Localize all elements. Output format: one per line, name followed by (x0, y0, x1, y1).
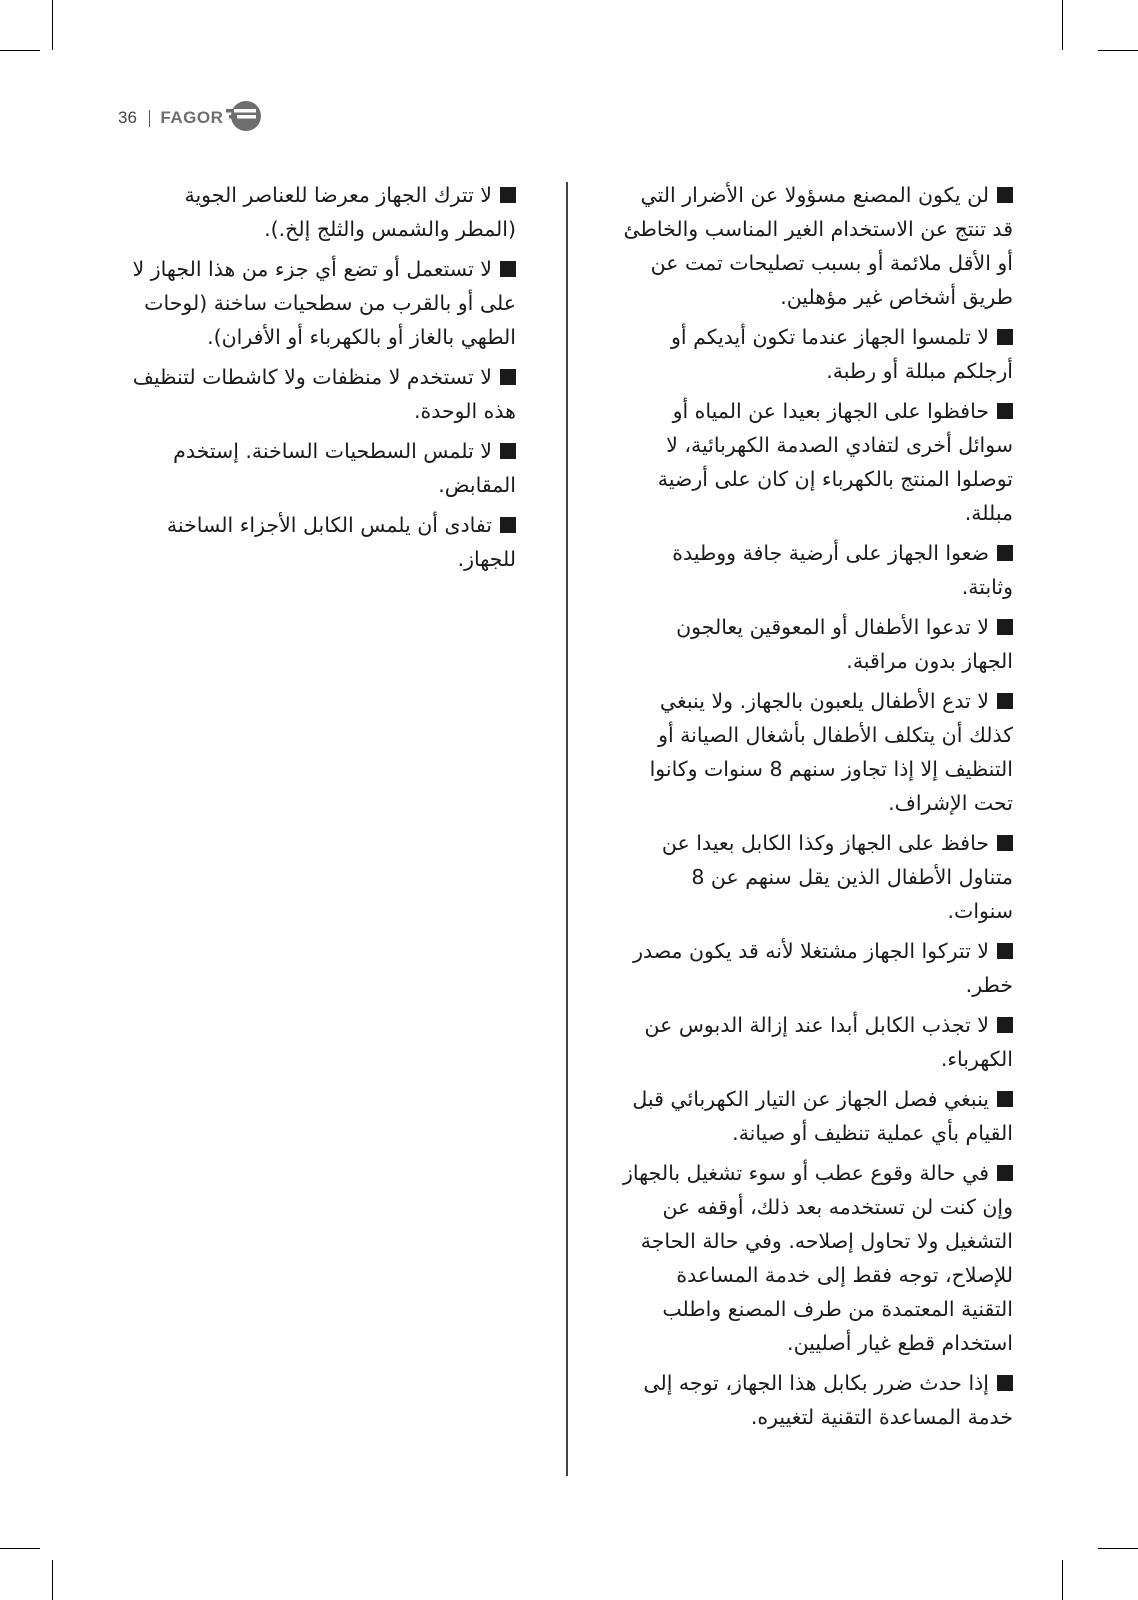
safety-item: لا تلمسوا الجهاز عندما تكون أيديكم أو أرجلكم مبللة أو رطبة. (671, 325, 1013, 383)
crop-mark (0, 50, 40, 51)
square-bullet-icon (997, 1017, 1013, 1033)
safety-item: لا تدع الأطفال يلعبون بالجهاز. ولا ينبغي كذلك أن يتكلف الأطفال بأشغال الصيانة أو التنظيف إلا إذا تجاوز سنهم 8 سنوات وكانوا تحت الإشراف. (649, 689, 1013, 815)
safety-item: لا تتركوا الجهاز مشتغلا لأنه قد يكون مصدر خطر. (633, 939, 1013, 997)
square-bullet-icon (500, 517, 516, 533)
safety-item: حافظوا على الجهاز بعيدا عن المياه أو سوائل أخرى لتفادي الصدمة الكهربائية، لا توصلوا المنتج بالكهرباء إن كان على أرضية مبللة. (657, 399, 1013, 525)
left-column (128, 178, 516, 582)
square-bullet-icon (997, 187, 1013, 203)
safety-item: لا تستخدم لا منظفات ولا كاشطات لتنظيف هذه الوحدة. (132, 365, 516, 423)
safety-item: تفادى أن يلمس الكابل الأجزاء الساخنة للجهاز. (166, 513, 516, 571)
square-bullet-icon (500, 187, 516, 203)
header-separator (149, 110, 151, 127)
crop-mark (52, 1560, 53, 1600)
page-number: 36 (118, 108, 137, 127)
safety-item: إذا حدث ضرر بكابل هذا الجهاز، توجه إلى خدمة المساعدة التقنية لتغييره. (643, 1371, 1013, 1429)
safety-item: لن يكون المصنع مسؤولا عن الأضرار التي قد تنتج عن الاستخدام الغير المناسب والخاطئ أو الأقل ملائمة أو بسبب تصليحات تمت عن طريق أشخاص غير مؤهلين. (623, 183, 1013, 309)
crop-mark (1062, 1560, 1063, 1600)
crop-mark (1098, 50, 1138, 51)
fagor-logo-icon (226, 100, 262, 136)
square-bullet-icon (997, 1165, 1013, 1181)
square-bullet-icon (500, 369, 516, 385)
square-bullet-icon (997, 1091, 1013, 1107)
square-bullet-icon (500, 443, 516, 459)
right-column (620, 178, 1013, 1440)
safety-item: حافظ على الجهاز وكذا الكابل بعيدا عن متناول الأطفال الذين يقل سنهم عن 8 سنوات. (661, 831, 1013, 923)
safety-item: لا تدعوا الأطفال أو المعوقين يعالجون الجهاز بدون مراقبة. (676, 615, 1013, 673)
crop-mark (52, 0, 53, 50)
brand-name: FAGOR (160, 108, 224, 127)
square-bullet-icon (997, 329, 1013, 345)
safety-item: في حالة وقوع عطب أو سوء تشغيل بالجهاز وإن كنت لن تستخدمه بعد ذلك، أوقفه عن التشغيل ولا تحاول إصلاحه. وفي حالة الحاجة للإصلاح، توجه فقط إلى خدمة المساعدة التقنية المعتمدة من طرف المصنع واطلب استخدام قطع غيار أصليين. (623, 1161, 1013, 1355)
safety-item: لا تستعمل أو تضع أي جزء من هذا الجهاز لا على أو بالقرب من سطحيات ساخنة (لوحات الطهي بالغاز أو بالكهرباء أو الأفران). (132, 257, 516, 349)
safety-item: لا تجذب الكابل أبدا عند إزالة الدبوس عن الكهرباء. (644, 1013, 1013, 1071)
square-bullet-icon (997, 835, 1013, 851)
crop-mark (1062, 0, 1063, 50)
square-bullet-icon (500, 261, 516, 277)
page-header (118, 102, 262, 134)
crop-mark (0, 1548, 40, 1549)
safety-item: ينبغي فصل الجهاز عن التيار الكهربائي قبل القيام بأي عملية تنظيف أو صيانة. (632, 1087, 1013, 1145)
square-bullet-icon (997, 693, 1013, 709)
square-bullet-icon (997, 943, 1013, 959)
safety-item: لا تلمس السطحيات الساخنة. إستخدم المقابض. (173, 439, 516, 497)
column-divider (566, 182, 568, 1476)
square-bullet-icon (997, 403, 1013, 419)
square-bullet-icon (997, 619, 1013, 635)
square-bullet-icon (997, 1375, 1013, 1391)
square-bullet-icon (997, 545, 1013, 561)
crop-mark (1098, 1548, 1138, 1549)
safety-item: لا تترك الجهاز معرضا للعناصر الجوية (المطر والشمس والثلج إلخ.). (184, 183, 516, 241)
safety-item: ضعوا الجهاز على أرضية جافة ووطيدة وثابتة. (672, 541, 1013, 599)
